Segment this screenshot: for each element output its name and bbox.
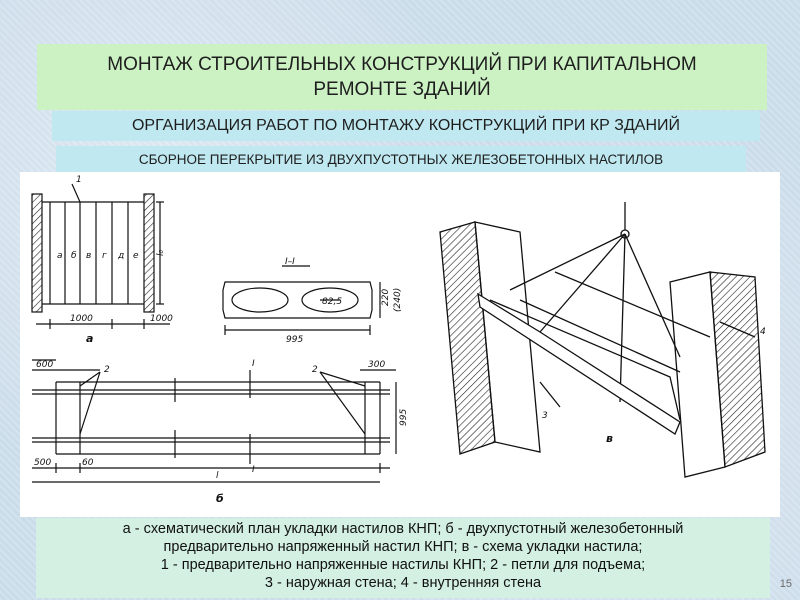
dim-300: 300	[368, 360, 386, 370]
section-heading: СБОРНОЕ ПЕРЕКРЫТИЕ ИЗ ДВУХПУСТОТНЫХ ЖЕЛЕЗОБЕТОННЫХ НАСТИЛОВ	[138, 151, 664, 167]
dim-l: l	[216, 471, 219, 481]
dim-600: 600	[36, 360, 54, 370]
slide-title-box	[37, 44, 767, 110]
slab-letter-b: б	[71, 251, 77, 261]
caption-line-1: а - схематический план укладки настилов КНП; б - двухпустотный железобетонный	[122, 521, 684, 537]
slab-letter-d: д	[118, 251, 125, 261]
dim-82-5: 82,5	[322, 297, 343, 307]
section-box	[56, 146, 746, 172]
slab-letter-v: в	[86, 251, 92, 261]
marker-4: 4	[760, 327, 766, 337]
figure-caption	[36, 518, 770, 598]
drawing-svg	[20, 172, 780, 517]
caption-line-2: предварительно напряженный настил КНП; в - схема укладки настила;	[163, 539, 643, 555]
section-mark-top: I	[252, 359, 255, 369]
slab-letter-e: е	[133, 251, 139, 261]
label-a: а	[86, 332, 94, 345]
plan-wall-right	[144, 194, 154, 312]
dim-240: (240)	[393, 287, 403, 312]
outer-wall	[440, 222, 495, 454]
dim-995-section: 995	[286, 335, 304, 345]
marker-1: 1	[76, 175, 82, 185]
dim-500: 500	[34, 458, 52, 468]
dim-a-1000-2: 1000	[150, 314, 173, 324]
caption-line-4: 3 - наружная стена; 4 - внутренняя стена	[264, 575, 542, 591]
perspective-v	[440, 202, 765, 477]
slide-subtitle: ОРГАНИЗАЦИЯ РАБОТ ПО МОНТАЖУ КОНСТРУКЦИЙ ПРИ КР ЗДАНИЙ	[131, 117, 681, 134]
marker-2-left: 2	[104, 365, 110, 375]
label-v: в	[606, 432, 613, 445]
section-title: I–I	[285, 257, 295, 267]
technical-drawing	[20, 172, 780, 517]
caption-line-3: 1 - предварительно напряженные настилы КНП; 2 - петли для подъема;	[160, 557, 646, 573]
dim-220: 220	[381, 288, 391, 306]
dim-995-plan: 995	[399, 408, 409, 426]
subtitle-box	[52, 111, 760, 141]
section-mark-bottom: I	[252, 465, 255, 475]
label-b: б	[216, 492, 224, 505]
page-number: 15	[779, 578, 792, 590]
dim-a-1000-1: 1000	[70, 314, 93, 324]
marker-3: 3	[542, 411, 548, 421]
slide-title: МОНТАЖ СТРОИТЕЛЬНЫХ КОНСТРУКЦИЙ ПРИ КАПИТАЛЬНОМ РЕМОНТЕ ЗДАНИЙ	[107, 54, 697, 100]
slab-letter-a: а	[57, 251, 63, 261]
section-view	[223, 266, 380, 335]
marker-2-right: 2	[312, 365, 318, 375]
plan-a	[32, 184, 170, 329]
dim-l0: l₀	[156, 249, 166, 256]
inner-wall	[710, 272, 765, 467]
slab-letter-g: г	[102, 251, 107, 261]
dim-60: 60	[82, 458, 94, 468]
plan-wall-left	[32, 194, 42, 312]
